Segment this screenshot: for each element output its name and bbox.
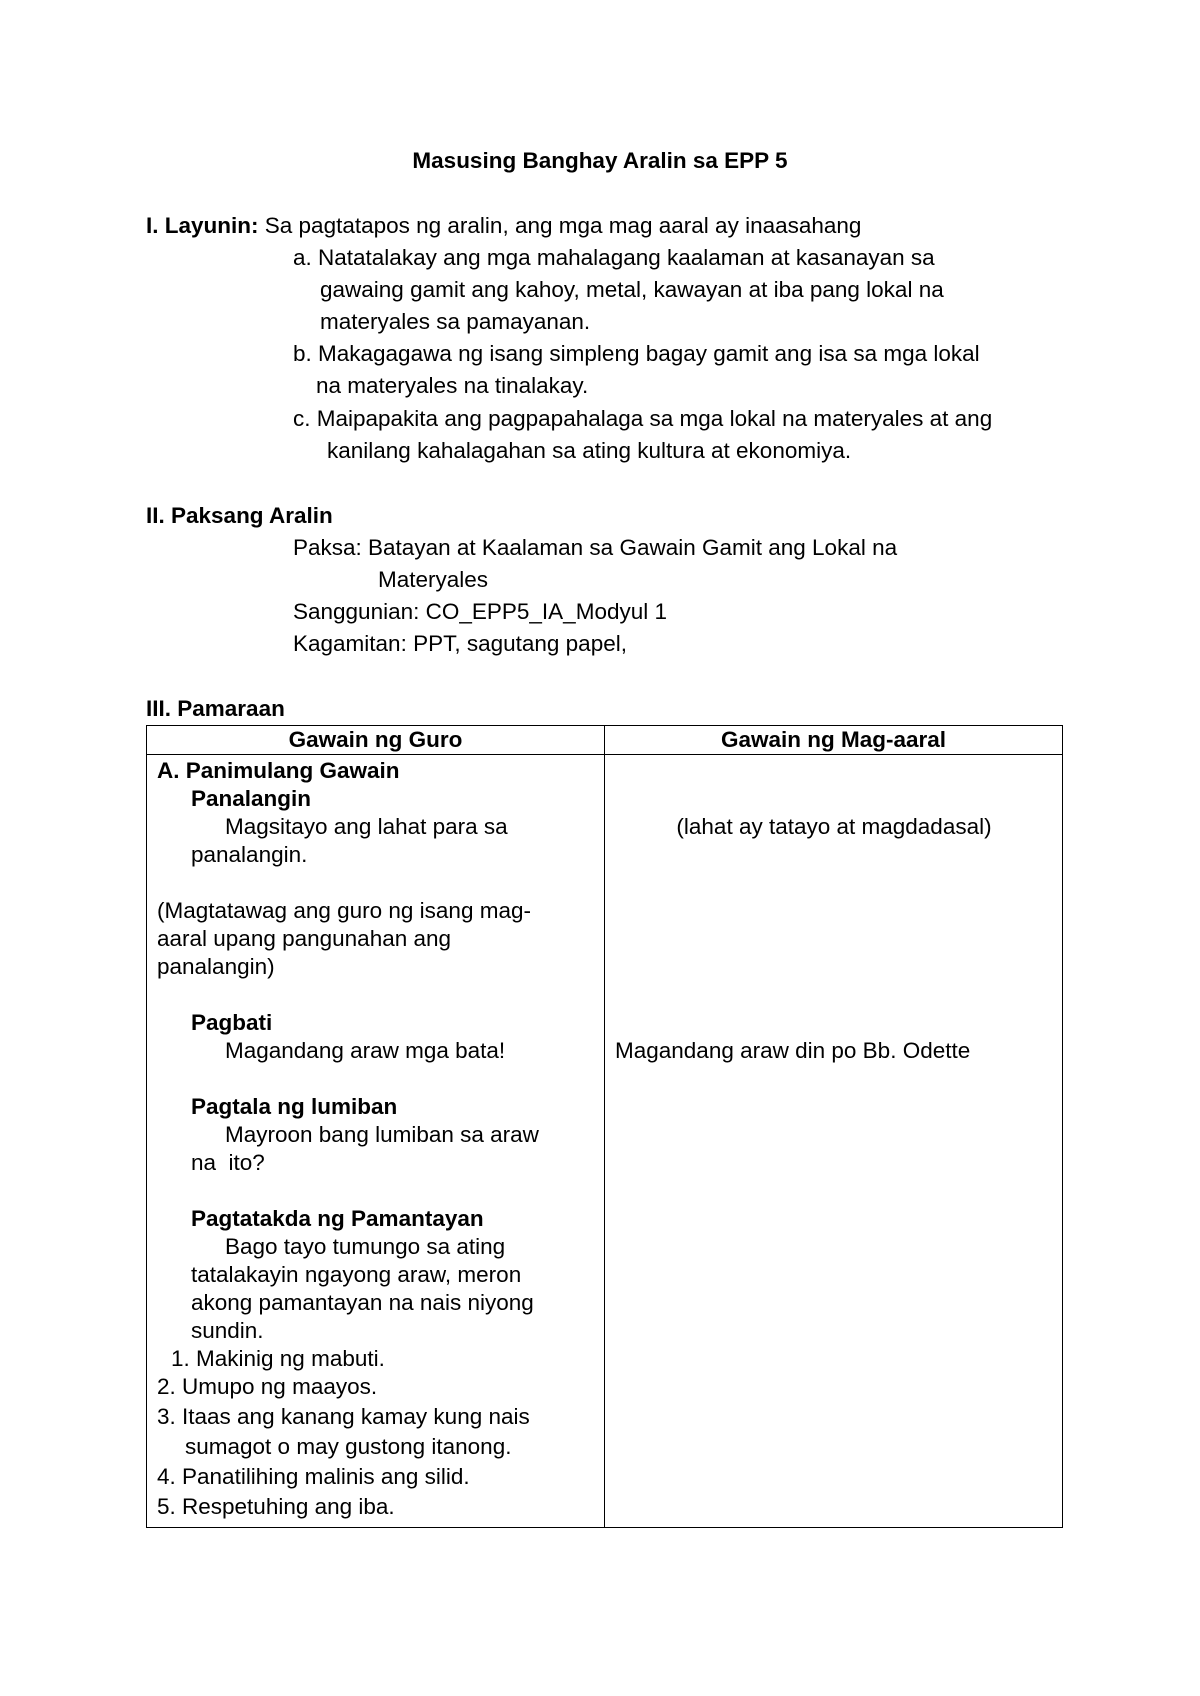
table-header-row [147,726,1063,755]
rule-3: 3. Itaas ang kanang kamay kung nais [157,1404,530,1429]
layunin-item-a-line2: gawaing gamit ang kahoy, metal, kawayan at iba pang lokal na [320,277,944,302]
document-title: Masusing Banghay Aralin sa EPP 5 [412,148,788,173]
layunin-item-c-line2: kanilang kahalagahan sa ating kultura at ekonomiya. [327,438,852,463]
pagbati-text: Magandang araw mga bata! [225,1038,506,1063]
guro-note-2: aaral upang pangunahan ang [157,926,452,951]
rule-4: 4. Panatilihing malinis ang silid. [157,1464,470,1489]
pamantayan-text-3: akong pamantayan na nais niyong [191,1290,534,1315]
lumiban-title: Pagtala ng lumiban [191,1094,398,1119]
layunin-line [146,215,861,238]
layunin-item-a-line3: materyales sa pamayanan. [320,309,591,334]
panalangin-text-1: Magsitayo ang lahat para sa [225,814,508,839]
guro-note-1: (Magtatawag ang guro ng isang mag- [157,898,531,923]
lumiban-text-2: na ito? [191,1150,265,1175]
kagamitan: Kagamitan: PPT, sagutang papel, [293,631,627,656]
guro-cell [147,755,605,1528]
magaaral-panalangin: (lahat ay tatayo at magdadasal) [676,814,992,839]
magaaral-cell [605,755,1063,1528]
paksang-aralin-heading: II. Paksang Aralin [146,503,333,528]
pamantayan-text-2: tatalakayin ngayong araw, meron [191,1262,522,1287]
layunin-heading: I. Layunin: [146,213,259,238]
column-header-guro: Gawain ng Guro [147,726,605,755]
magaaral-pagbati: Magandang araw din po Bb. Odette [615,1038,971,1063]
table-row [147,755,1063,1528]
pamaraan-heading: III. Pamaraan [146,696,285,721]
layunin-item-b-line2: na materyales na tinalakay. [316,373,589,398]
paksa-line1: Paksa: Batayan at Kaalaman sa Gawain Gamit ang Lokal na [293,535,898,560]
layunin-item-a-line1: a. Natatalakay ang mga mahalagang kaalaman at kasanayan sa [293,245,935,270]
pamaraan-table [146,725,1063,1528]
lumiban-text-1: Mayroon bang lumiban sa araw [225,1122,539,1147]
guro-note-3: panalangin) [157,954,275,979]
column-header-magaaral: Gawain ng Mag-aaral [605,726,1063,755]
pamantayan-text-1: Bago tayo tumungo sa ating [225,1234,506,1259]
rule-2: 2. Umupo ng maayos. [157,1374,378,1399]
sanggunian: Sanggunian: CO_EPP5_IA_Modyul 1 [293,599,667,624]
layunin-intro: Sa pagtatapos ng aralin, ang mga mag aaral ay inaasahang [264,213,862,238]
panalangin-title: Panalangin [191,786,312,811]
pagbati-title: Pagbati [191,1010,273,1035]
pamantayan-title: Pagtatakda ng Pamantayan [191,1206,484,1231]
layunin-item-c-line1: c. Maipapakita ang pagpapahalaga sa mga lokal na materyales at ang [293,406,993,431]
pamantayan-text-4: sundin. [191,1318,264,1343]
rule-1: 1. Makinig ng mabuti. [171,1346,385,1371]
section-title: A. Panimulang Gawain [157,758,400,783]
paksa-line2: Materyales [378,567,489,592]
panalangin-text-2: panalangin. [191,842,308,867]
rule-5: 5. Respetuhing ang iba. [157,1494,395,1519]
layunin-item-b-line1: b. Makagagawa ng isang simpleng bagay gamit ang isa sa mga lokal [293,341,980,366]
rule-3-cont: sumagot o may gustong itanong. [185,1434,512,1459]
